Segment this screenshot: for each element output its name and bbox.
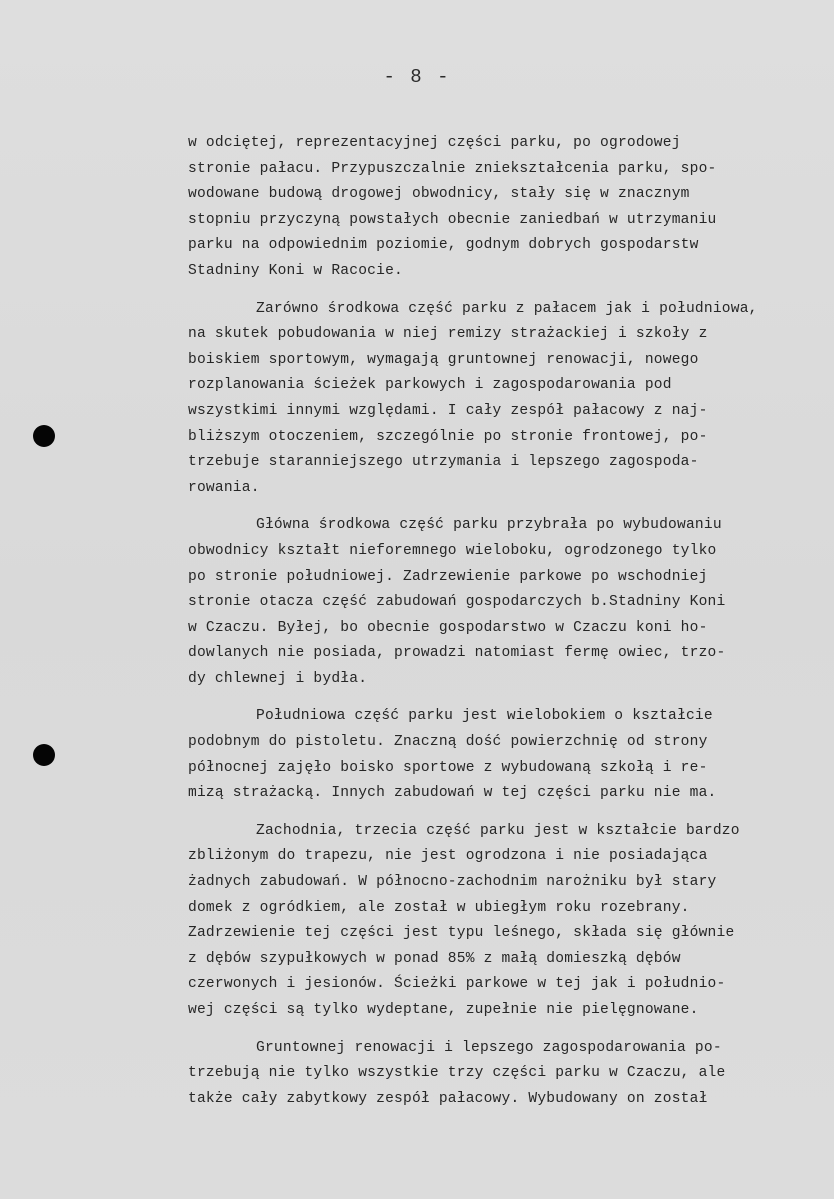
text-line: obwodnicy kształt nieforemnego wieloboku, ogrodzonego tylko: [188, 542, 717, 559]
text-line: dowlanych nie posiada, prowadzi natomiast fermę owiec, trzo-: [188, 645, 726, 662]
text-line: Zadrzewienie tej części jest typu leśnego, składa się głównie: [188, 925, 735, 942]
text-line: Stadniny Koni w Racocie.: [188, 262, 403, 279]
text-line: z dębów szypułkowych w ponad 85% z małą domieszką dębów: [188, 950, 681, 967]
paragraph: [188, 704, 818, 806]
paragraph: [188, 513, 818, 692]
text-line: rozplanowania ścieżek parkowych i zagospodarowania pod: [188, 377, 672, 394]
text-line: trzebują nie tylko wszystkie trzy części parku w Czaczu, ale: [188, 1065, 726, 1082]
text-line: stronie otacza część zabudowań gospodarczych b.Stadniny Koni: [188, 594, 726, 611]
text-line: w odciętej, reprezentacyjnej części parku, po ogrodowej: [188, 135, 681, 151]
body-text: [188, 131, 818, 1124]
paragraph: [188, 131, 818, 285]
text-line: wszystkimi innymi względami. I cały zespół pałacowy z naj-: [188, 402, 708, 419]
text-line: parku na odpowiednim poziomie, godnym dobrych gospodarstw: [188, 237, 699, 254]
text-line: Główna środkowa część parku przybrała po wybudowaniu: [256, 517, 722, 534]
paragraph: [188, 819, 818, 1024]
text-line: rowania.: [188, 479, 260, 496]
text-line: domek z ogródkiem, ale został w ubiegłym roku rozebrany.: [188, 899, 690, 916]
text-line: Południowa część parku jest wielobokiem o kształcie: [256, 708, 713, 725]
text-line: na skutek pobudowania w niej remizy strażackiej i szkoły z: [188, 326, 708, 343]
text-line: wodowane budową drogowej obwodnicy, stały się w znacznym: [188, 186, 690, 203]
text-line: po stronie południowej. Zadrzewienie parkowe po wschodniej: [188, 568, 708, 585]
text-line: wej części są tylko wydeptane, zupełnie nie pielęgnowane.: [188, 1002, 699, 1018]
page-number: - 8 -: [383, 66, 451, 88]
text-line: Gruntownej renowacji i lepszego zagospodarowania po-: [256, 1039, 722, 1056]
text-line: podobnym do pistoletu. Znaczną dość powierzchnię od strony: [188, 734, 708, 751]
text-line: żadnych zabudowań. W północno-zachodnim narożniku był stary: [188, 874, 717, 891]
punch-hole-bottom: [33, 744, 55, 766]
text-line: także cały zabytkowy zespół pałacowy. Wybudowany on został: [188, 1090, 708, 1107]
punch-hole-top: [33, 425, 55, 447]
text-line: północnej zajęło boisko sportowe z wybudowaną szkołą i re-: [188, 759, 708, 776]
text-line: trzebuje staranniejszego utrzymania i lepszego zagospoda-: [188, 454, 699, 471]
text-line: mizą strażacką. Innych zabudowań w tej części parku nie ma.: [188, 785, 717, 802]
text-line: w Czaczu. Byłej, bo obecnie gospodarstwo w Czaczu koni ho-: [188, 619, 708, 636]
text-line: boiskiem sportowym, wymagają gruntownej renowacji, nowego: [188, 351, 699, 368]
text-line: czerwonych i jesionów. Ścieżki parkowe w tej jak i południo-: [188, 976, 726, 993]
text-line: stronie pałacu. Przypuszczalnie zniekształcenia parku, spo-: [188, 160, 717, 177]
text-line: bliższym otoczeniem, szczególnie po stronie frontowej, po-: [188, 428, 708, 445]
text-line: Zachodnia, trzecia część parku jest w kształcie bardzo: [256, 822, 740, 839]
text-line: stopniu przyczyną powstałych obecnie zaniedbań w utrzymaniu: [188, 211, 717, 228]
paragraph: [188, 297, 818, 502]
text-line: zbliżonym do trapezu, nie jest ogrodzona i nie posiadająca: [188, 848, 708, 865]
text-line: Zarówno środkowa część parku z pałacem jak i południowa,: [256, 300, 758, 317]
text-line: dy chlewnej i bydła.: [188, 670, 368, 687]
paragraph: [188, 1036, 818, 1113]
